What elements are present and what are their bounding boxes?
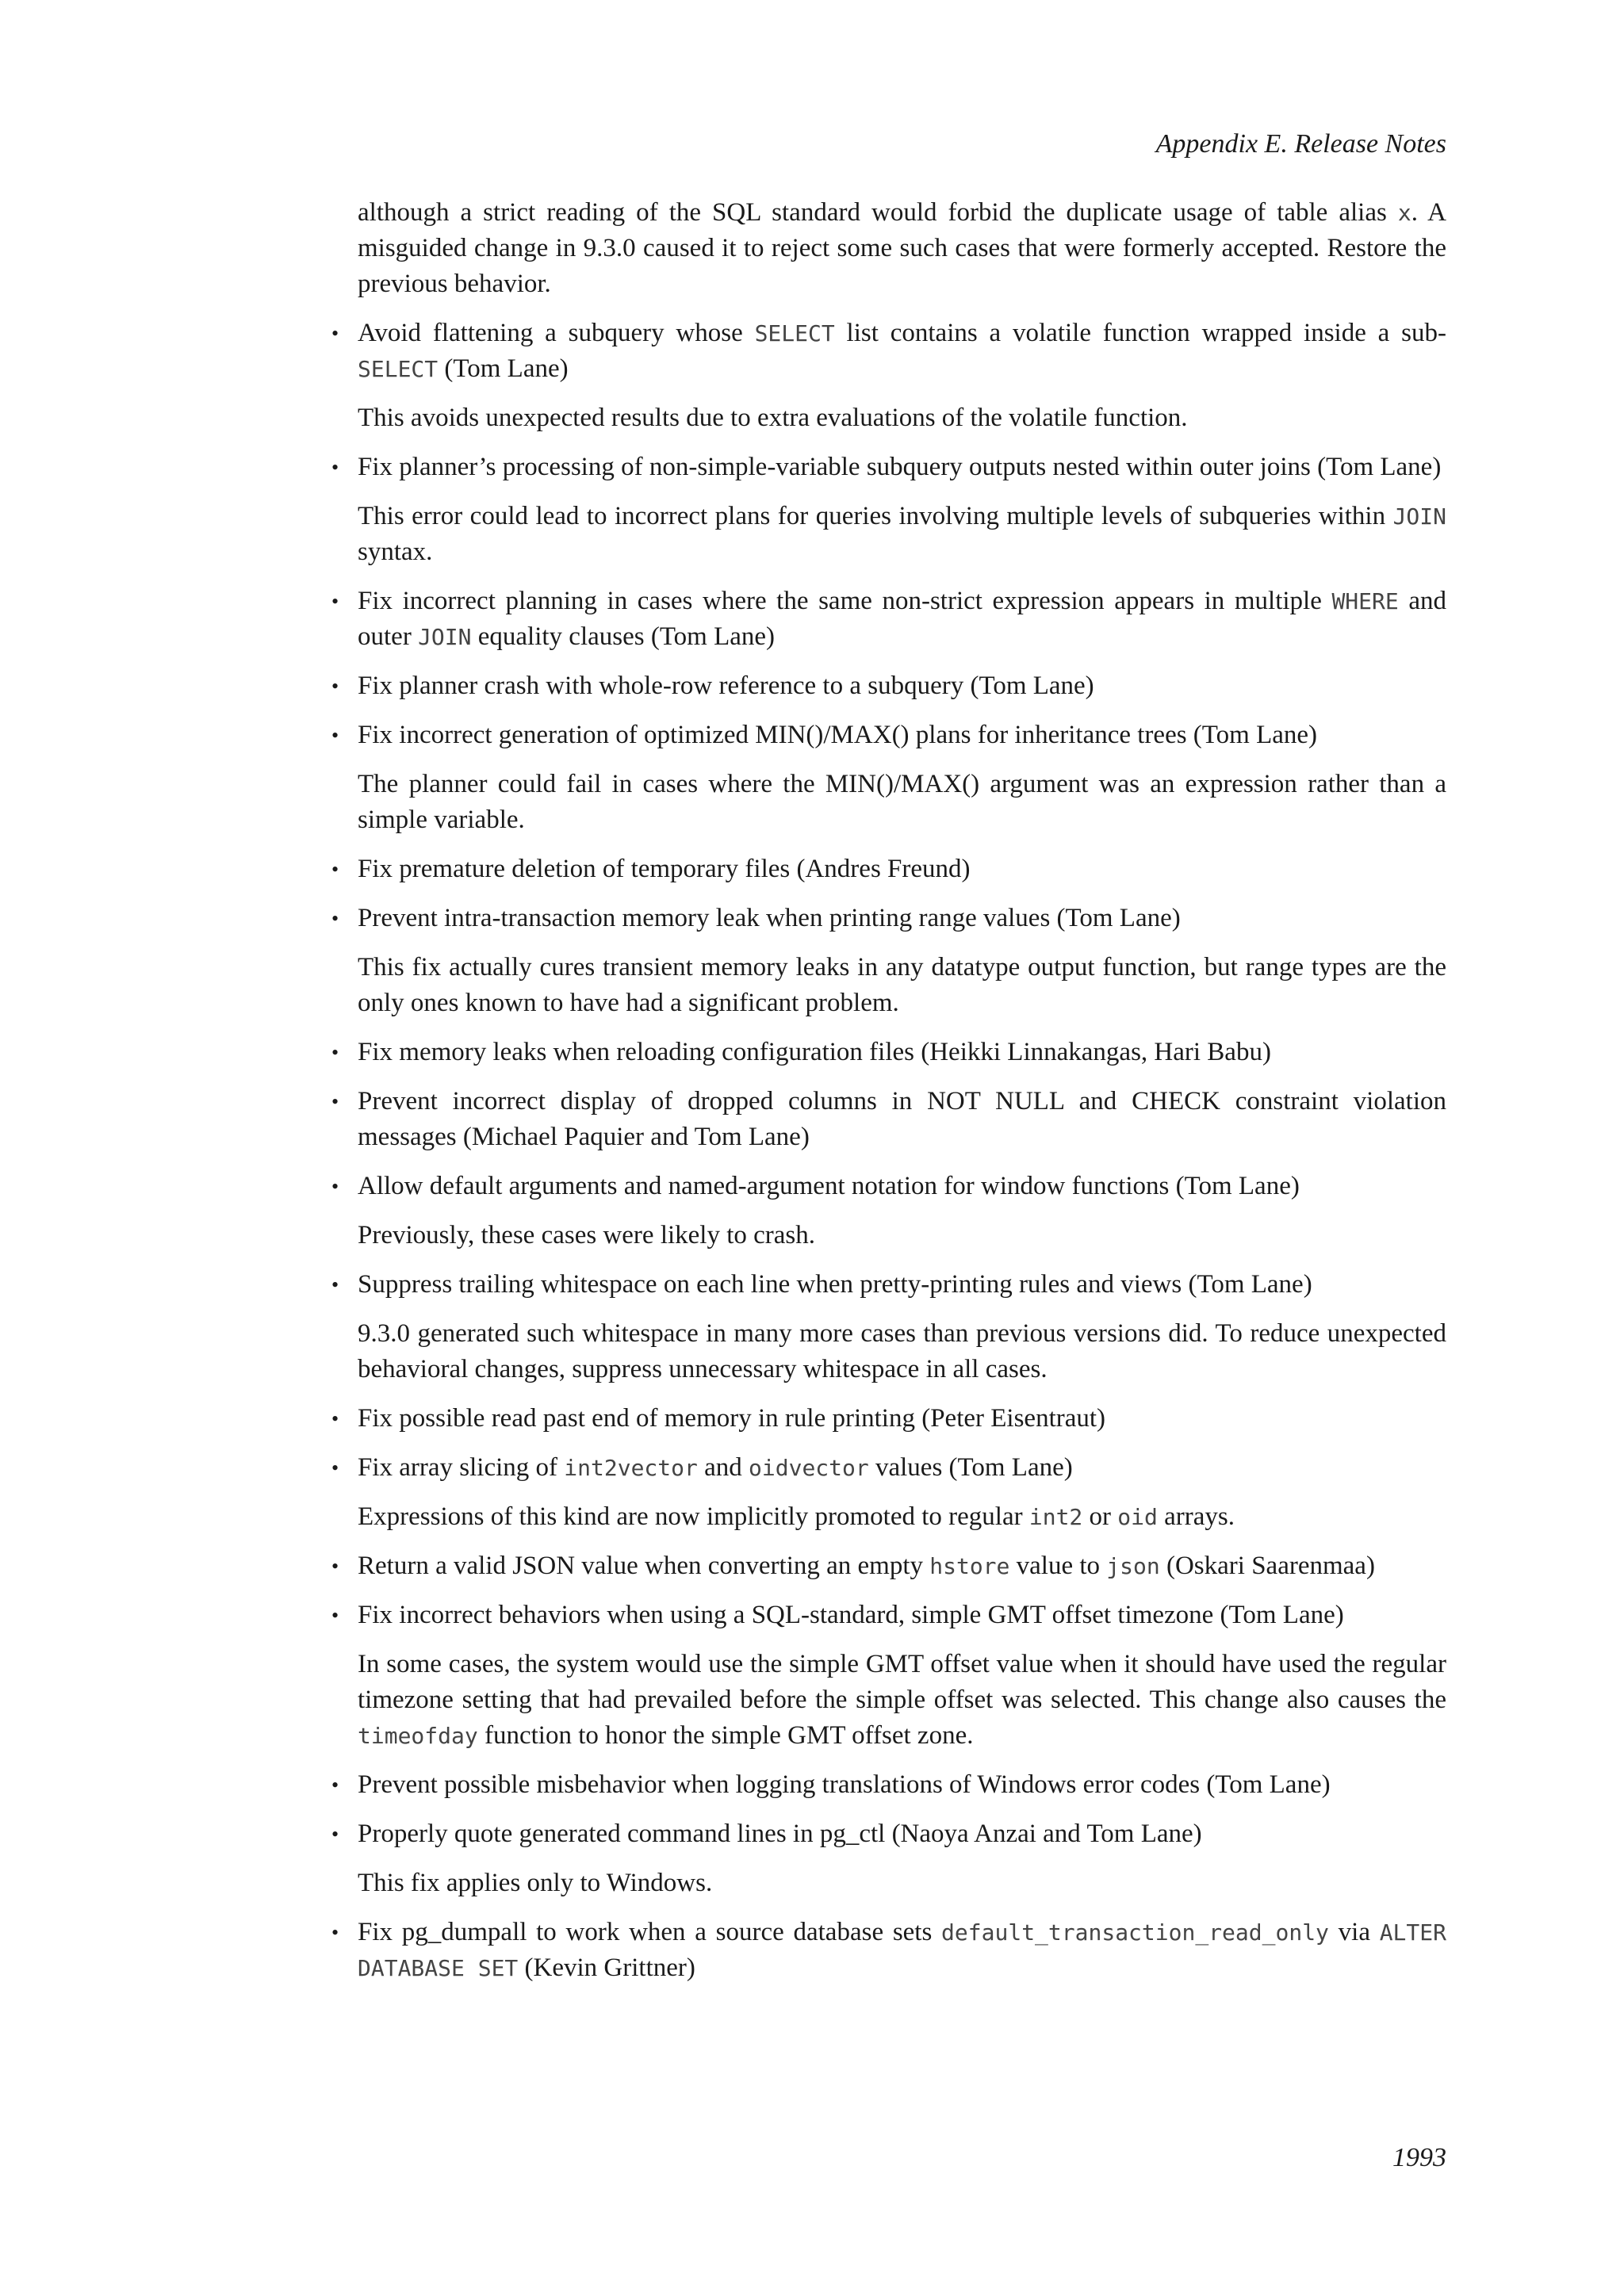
list-item xyxy=(358,1169,1446,1253)
list-item xyxy=(358,1767,1446,1803)
item-text: • Fix planner’s processing of non-simple-variable subquery outputs nested within outer joins (Tom Lane) xyxy=(358,453,1442,481)
item-text: • Fix incorrect generation of optimized MIN()/MAX() plans for inheritance trees (Tom Lane) xyxy=(358,721,1318,749)
code-literal: SELECT xyxy=(358,356,439,382)
code-literal: x xyxy=(1397,200,1411,226)
list-item xyxy=(358,1035,1446,1070)
code-literal: ALTER DATABASE SET xyxy=(358,1919,1446,1981)
continued-paragraph xyxy=(358,195,1446,302)
code-literal: default_transaction_read_only xyxy=(941,1919,1329,1946)
item-note: This fix applies only to Windows. xyxy=(358,1869,713,1897)
code-literal: WHERE xyxy=(1331,588,1399,614)
text: values (Tom Lane) xyxy=(868,1453,1073,1482)
text: or xyxy=(1082,1502,1118,1531)
item-text: • Prevent possible misbehavior when logging translations of Windows error codes (Tom Lane) xyxy=(358,1770,1331,1799)
text: via xyxy=(1328,1918,1380,1946)
item-text xyxy=(358,1915,1446,1986)
running-header: Appendix E. Release Notes xyxy=(1155,129,1446,159)
item-text: • Fix planner crash with whole-row reference to a subquery (Tom Lane) xyxy=(358,672,1094,700)
item-text xyxy=(358,1548,1446,1584)
list-item xyxy=(358,668,1446,704)
list-item xyxy=(358,1915,1446,1986)
code-literal: int2vector xyxy=(564,1455,698,1481)
item-text: • Properly quote generated command lines in pg_ctl (Naoya Anzai and Tom Lane) xyxy=(358,1820,1202,1848)
code-literal: SELECT xyxy=(754,320,835,346)
text: (Tom Lane) xyxy=(438,354,569,383)
text: Expressions of this kind are now implicitly promoted to regular xyxy=(358,1502,1029,1531)
item-note xyxy=(358,1647,1446,1754)
text: arrays. xyxy=(1157,1502,1235,1531)
list-item xyxy=(358,584,1446,655)
text: Fix incorrect planning in cases where the same non-strict expression appears in multiple xyxy=(358,587,1332,615)
list-item xyxy=(358,316,1446,436)
list-item xyxy=(358,901,1446,1021)
text: (Oskari Saarenmaa) xyxy=(1159,1552,1375,1580)
item-note: 9.3.0 generated such whitespace in many more cases than previous versions did. To reduce unexpected behavioral changes, suppress unnecessary whitespace in all cases. xyxy=(358,1319,1446,1383)
list-item xyxy=(358,1548,1446,1584)
item-note: This fix actually cures transient memory leaks in any datatype output function, but range types are the only ones known to have had a significant problem. xyxy=(358,953,1446,1017)
text: In some cases, the system would use the simple GMT offset value when it should have used the regular timezone setting that had prevailed before the simple offset was selected. This change also causes the xyxy=(358,1650,1446,1714)
item-text: • Allow default arguments and named-argument notation for window functions (Tom Lane) xyxy=(358,1172,1300,1200)
list-item xyxy=(358,851,1446,887)
list-item xyxy=(358,1267,1446,1387)
text: . A misguided change in 9.3.0 caused it to reject some such cases that were formerly accepted. Restore the previous behavior. xyxy=(358,198,1447,298)
item-text: • Suppress trailing whitespace on each line when pretty-printing rules and views (Tom Lane) xyxy=(358,1270,1312,1299)
text: value to xyxy=(1009,1552,1107,1580)
code-literal: json xyxy=(1106,1553,1160,1579)
list-item xyxy=(358,1816,1446,1901)
list-item xyxy=(358,718,1446,838)
item-text: • Prevent intra-transaction memory leak when printing range values (Tom Lane) xyxy=(358,904,1181,932)
item-text xyxy=(358,1450,1446,1486)
item-text: • Prevent incorrect display of dropped columns in NOT NULL and CHECK constraint violation messages (Michael Paquier and Tom Lane) xyxy=(358,1087,1446,1151)
item-note: Previously, these cases were likely to crash. xyxy=(358,1221,816,1249)
item-text: • Fix incorrect behaviors when using a SQL-standard, simple GMT offset timezone (Tom Lane) xyxy=(358,1601,1344,1629)
text: function to honor the simple GMT offset zone. xyxy=(477,1721,974,1750)
item-text xyxy=(358,316,1446,387)
list-item xyxy=(358,1401,1446,1437)
page-number: 1993 xyxy=(1392,2143,1446,2172)
item-note: This avoids unexpected results due to extra evaluations of the volatile function. xyxy=(358,404,1188,432)
text: syntax. xyxy=(358,538,433,566)
item-text xyxy=(358,584,1446,655)
text: list contains a volatile function wrapped inside a sub- xyxy=(834,319,1446,347)
item-note xyxy=(358,1499,1446,1535)
text: Fix array slicing of xyxy=(358,1453,565,1482)
text: and outer xyxy=(358,587,1446,651)
text: Avoid flattening a subquery whose xyxy=(358,319,755,347)
code-literal: int2 xyxy=(1028,1504,1083,1530)
code-literal: JOIN xyxy=(1392,503,1446,530)
item-text: • Fix premature deletion of temporary files (Andres Freund) xyxy=(358,855,971,883)
code-literal: oidvector xyxy=(749,1455,869,1481)
item-note xyxy=(358,499,1446,570)
code-literal: hstore xyxy=(929,1553,1010,1579)
list-item xyxy=(358,1084,1446,1155)
item-text: • Fix memory leaks when reloading configuration files (Heikki Linnakangas, Hari Babu) xyxy=(358,1038,1271,1066)
release-notes-body xyxy=(358,195,1446,1999)
list-item xyxy=(358,1598,1446,1754)
code-literal: oid xyxy=(1117,1504,1158,1530)
text: equality clauses (Tom Lane) xyxy=(471,622,776,651)
text: Fix pg_dumpall to work when a source database sets xyxy=(358,1918,942,1946)
item-text: • Fix possible read past end of memory in rule printing (Peter Eisentraut) xyxy=(358,1404,1106,1433)
list-item xyxy=(358,450,1446,570)
list-item xyxy=(358,1450,1446,1535)
text: Return a valid JSON value when converting an empty xyxy=(358,1552,930,1580)
code-literal: JOIN xyxy=(418,624,472,650)
text: This error could lead to incorrect plans for queries involving multiple levels of subqueries within xyxy=(358,502,1393,530)
text: and xyxy=(697,1453,749,1482)
item-note: The planner could fail in cases where the MIN()/MAX() argument was an expression rather than a simple variable. xyxy=(358,770,1446,834)
text: although a strict reading of the SQL standard would forbid the duplicate usage of table alias xyxy=(358,198,1398,227)
text: (Kevin Grittner) xyxy=(518,1954,695,1982)
code-literal: timeofday xyxy=(358,1723,478,1749)
